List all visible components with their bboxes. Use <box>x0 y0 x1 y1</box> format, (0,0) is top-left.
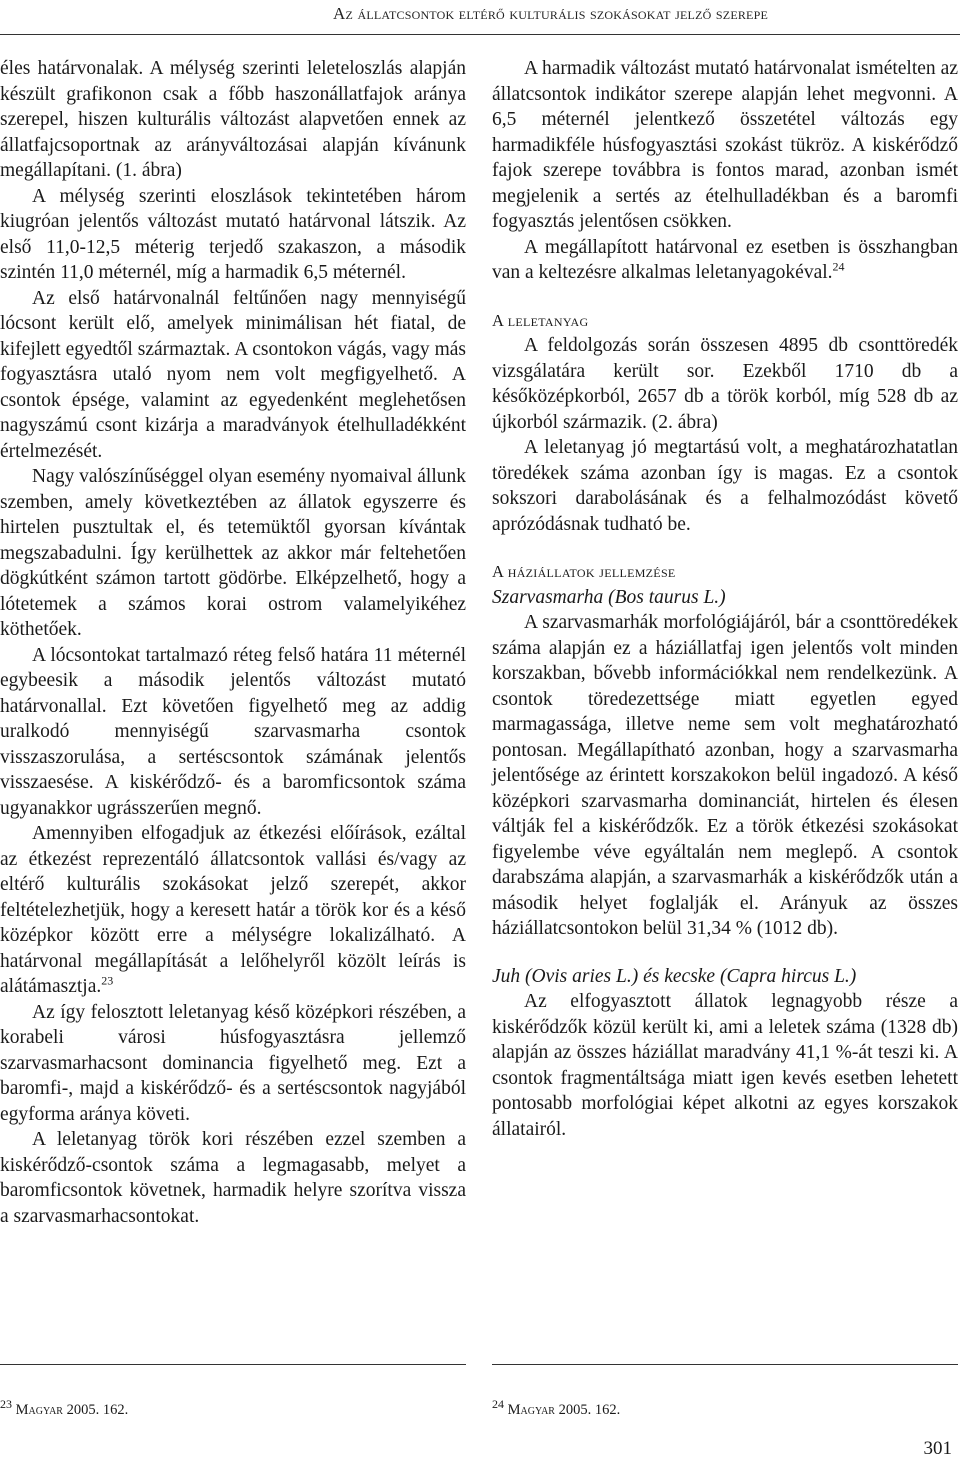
paragraph: Nagy valószínűséggel olyan esemény nyomaival állunk szemben, amely következtében az állatok egyszerre és hirtelen pusztultak el, és tetemüktől gyorsan kívántak megszabadulni. Így kerülhettek az akkor már feltehetően dögkútként számon tartott gödörbe. Elképzelhető, hogy a lótetemek a számos korai ostrom valamelyikéhez köthetőek. <box>0 466 466 640</box>
paragraph: éles határvonalak. A mélység szerinti leleteloszlás alapján készült grafikonon csak a főbb haszonállatfajok aránya szerepel, hiszen kulturális változást alapvetően ennek az állatfajcsoportnak az arányváltozásai alapján kívánunk megállapítani. (1. ábra) <box>0 58 466 181</box>
footnote-23 <box>0 1397 129 1419</box>
footnote-rule-left <box>0 1364 466 1365</box>
footnote-author: Magyar <box>15 1402 63 1418</box>
paragraph: A szarvasmarhák morfológiájáról, bár a csonttöredékek száma alapján ez a háziállatfaj igen jelentős volt minden korszakban, bővebb információkkal nem rendelkezünk. A csontok töredezettsége miatt egyetlen egyed marmagassága, illetve neme sem volt meghatározható pontosan. Megállapítható azonban, hogy a szarvasmarha jelentősége az érintett korszakokon belül ingadozó. A késő középkori szarvasmarha dominanciát, hirtelen és élesen váltják fel a kiskérődzők. Ez a török étkezési szokásokat figyelembe véve egyáltalán nem meglepő. A csontok darabszáma alapján, a szarvasmarhák a kiskérődzők után a második helyet foglalják el. Arányuk az összes háziállatcsontokon belül 31,34 % (1012 db). <box>492 612 958 939</box>
footnote-number: 24 <box>492 1397 504 1412</box>
footnote-reference: 2005. 162. <box>558 1402 621 1418</box>
page-number: 301 <box>923 1438 952 1459</box>
paragraph: A feldolgozás során összesen 4895 db csonttöredék vizsgálatára került sor. Ezekből 1710 db a későközépkorból, 2657 db a török korból, míg 528 db az újkorból származik. (2. ábra) <box>492 335 958 433</box>
paragraph: Az első határvonalnál feltűnően nagy mennyiségű lócsont került elő, amelyek minimálisan hét fiatal, de kifejlett egyedtől származtak. A csontokon vágás, vagy más fogyasztásra utaló nyom nem volt megfigyelhető. A csontok épsége, valamint az egyedenként meglehetősen nagyszámú csont kizárja a maradványok ételhulladékként értelmezését. <box>0 287 466 462</box>
footnote-24 <box>492 1397 621 1419</box>
footnote-rule-right <box>492 1364 958 1365</box>
header-rule <box>0 34 960 35</box>
section-heading-leletanyag: A leletanyag <box>492 310 589 330</box>
section-gap <box>492 942 958 964</box>
left-column <box>0 56 466 1229</box>
footnote-author: Magyar <box>507 1402 555 1418</box>
paragraph: A harmadik változást mutató határvonalat ismételten az állatcsontok indikátor szerepe alapján lehet megvonni. A 6,5 méternél jelentkező összetétel változás egy harmadikféle húsfogyasztási szokást tükröz. A kiskérődző fajok szerepe továbbra is fontos marad, azonban ismét megjelenik a sertés az ételhulladékban és a baromfi fogyasztás jelentősen csökken. <box>492 58 958 232</box>
paragraph: A lócsontokat tartalmazó réteg felső határa 11 méternél egybeesik a második jelentős változást mutató határvonallal. Ezt követően figyelhető meg az addig uralkodó mennyiségű szarvasmarha csontok visszaszorulása, a sertéscsontok számának jelentős visszaesése. A kiskérődző- és a baromficsontok száma ugyanakkor ugrásszerűen megnő. <box>0 644 466 819</box>
footnote-reference: 2005. 162. <box>66 1402 129 1418</box>
footnote-ref: 23 <box>101 973 114 988</box>
footnote-number: 23 <box>0 1397 12 1412</box>
page-header <box>0 0 960 36</box>
paragraph-text: Amennyiben elfogadjuk az étkezési előírások, ezáltal az étkezést reprezentáló állatcsontok vallási és/vagy az eltérő kulturális szokásokat jelző szerepét, akkor feltételezhetjük, hogy a keresett határ a török kor és a késő középkor között erre a mélységre lokalizálható. A határvonal megállapítását a lelőhelyről közölt leírás is alátámasztja. <box>0 823 466 997</box>
paragraph-with-footnote <box>0 821 466 1000</box>
paragraph-with-footnote <box>492 235 958 286</box>
footnote-ref: 24 <box>832 259 845 274</box>
subheading-sheep-goat: Juh (Ovis aries L.) és kecske (Capra hircus L.) <box>492 965 857 987</box>
section-heading-haziallatok: A háziállatok jellemzése <box>492 562 676 581</box>
paragraph: Az elfogyasztott állatok legnagyobb része a kiskérődzők közül került ki, ami a leletek száma (1328 db) alapján az összes háziállat maradvány 41,1 %-át teszi ki. A csontok fragmentáltsága miatt igen kevés esetben lehetett pontosabb morfológiai képet alkotni az egyes korszakok állatairól. <box>492 991 958 1140</box>
paragraph: Az így felosztott leletanyag késő középkori részében, a korabeli városi húsfogyasztásra jellemző szarvasmarhacsont dominancia figyelhető meg. Ezt a baromfi-, majd a kiskérődző- és a sertéscsontok nagyjából egyforma aránya követi. <box>0 1001 466 1125</box>
paragraph-text: A megállapított határvonal ez esetben is összhangban van a keltezésre alkalmas leletanyagokéval. <box>492 236 958 283</box>
right-column <box>492 56 958 1142</box>
paragraph: A leletanyag jó megtartású volt, a meghatározhatatlan töredékek száma azonban így is magas. Ez a csontok sokszori darabolásának és a felhalmozódást követő aprózódásnak tudható be. <box>492 437 958 535</box>
subheading-cattle: Szarvasmarha (Bos taurus L.) <box>492 586 726 608</box>
section-gap <box>492 537 958 559</box>
running-title: Az állatcsontok eltérő kulturális szokásokat jelző szerepe <box>333 4 768 23</box>
paragraph: A mélység szerinti eloszlások tekintetében három kiugróan jelentős változást mutató határvonal látszik. Az első 11,0-12,5 méterig terjedő szakaszon, a második szintén 11,0 méternél, míg a harmadik 6,5 méternél. <box>0 185 466 283</box>
paragraph: A leletanyag török kori részében ezzel szemben a kiskérődző-csontok száma a legmagasabb, melyet a baromficsontok követnek, harmadik helyre szorítva vissza a szarvasmarhacsontokat. <box>0 1129 466 1227</box>
section-gap <box>492 286 958 308</box>
